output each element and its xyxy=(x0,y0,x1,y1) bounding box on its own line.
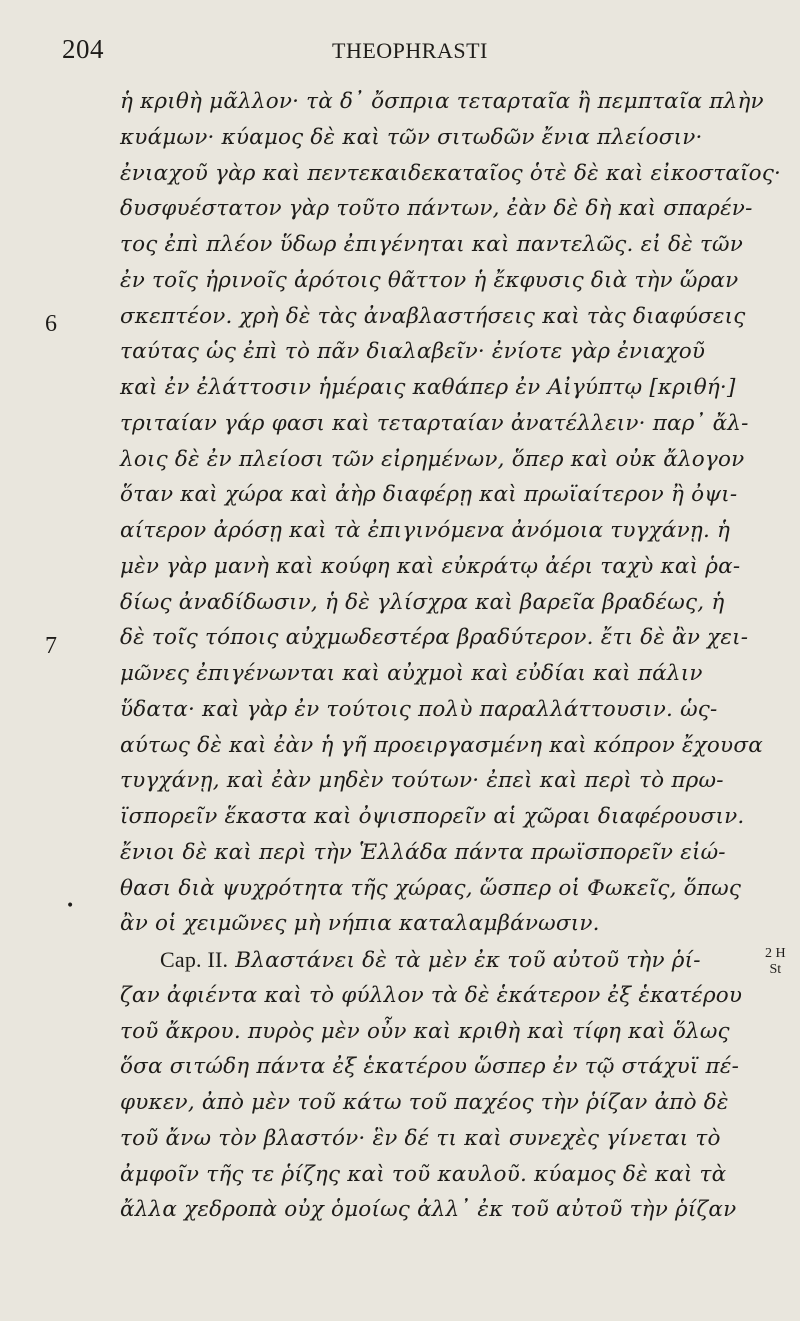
text-line-29: φυκεν, ἀπὸ μὲν τοῦ κάτω τοῦ παχέος τὴν ῥίζαν ἀπὸ δὲ xyxy=(120,1090,729,1115)
text-line-19: αύτως δὲ καὶ ἐὰν ἡ γῆ προειργασμένη καὶ κόπρον ἔχουσα xyxy=(120,732,763,758)
text-line-9: καὶ ἐν ἐλάττοσιν ἡμέραις καθάπερ ἐν Αἰγύπτῳ [κριθή·] xyxy=(120,375,736,400)
text-line-20: τυγχάνῃ, καὶ ἐὰν μηδὲν τούτων· ἐπεὶ καὶ περὶ τὸ πρω- xyxy=(120,768,724,794)
text-line-32: ἄλλα χεδροπὰ οὐχ ὁμοίως ἀλλ᾽ ἐκ τοῦ αὐτοῦ τὴν ῥίζαν xyxy=(120,1197,737,1223)
text-line-6: ἐν τοῖς ἠρινοῖς ἀρότοις θᾶττον ἡ ἔκφυσις διὰ τὴν ὥραν xyxy=(120,267,739,293)
section-number-6: 6 xyxy=(45,311,57,337)
text-line-5: τος ἐπὶ πλέον ὕδωρ ἐπιγένηται καὶ παντελῶς. εἰ δὲ τῶν xyxy=(120,232,744,257)
text-line-4: δυσφυέστατον γὰρ τοῦτο πάντων, ἐὰν δὲ δὴ καὶ σπαρέν- xyxy=(120,196,753,222)
text-line-25: Βλαστάνει δὲ τὰ μὲν ἐκ τοῦ αὐτοῦ τὴν ῥί- xyxy=(235,948,701,973)
text-line-28: ὅσα σιτώδη πάντα ἐξ ἑκατέρου ὥσπερ ἐν τῷ στάχυϊ πέ- xyxy=(120,1054,740,1080)
text-line-21: ϊσπορεῖν ἕκαστα καὶ ὀψισπορεῖν αἱ χῶραι διαφέρουσιν. xyxy=(120,804,745,829)
text-line-8: ταύτας ὡς ἐπὶ τὸ πᾶν διαλαβεῖν· ἐνίοτε γὰρ ἐνιαχοῦ xyxy=(120,339,706,365)
text-line-31: ἀμφοῖν τῆς τε ῥίζης καὶ τοῦ καυλοῦ. κύαμος δὲ καὶ τὰ xyxy=(120,1161,727,1187)
chapter-start-line xyxy=(120,942,760,978)
text-line-27: τοῦ ἄκρου. πυρὸς μὲν οὖν καὶ κριθὴ καὶ τίφη καὶ ὅλως xyxy=(120,1018,730,1044)
side-note-line-1: 2 H xyxy=(765,946,786,961)
text-line-12: ὅταν καὶ χώρα καὶ ἀὴρ διαφέρῃ καὶ πρωϊαίτερον ἢ ὀψι- xyxy=(120,482,738,508)
text-line-22: ἔνιοι δὲ καὶ περὶ τὴν Ἑλλάδα πάντα πρωϊσπορεῖν εἰώ- xyxy=(120,839,726,865)
page-header xyxy=(62,34,752,74)
running-title: THEOPHRASTI xyxy=(332,38,488,63)
text-line-17: μῶνες ἐπιγένωνται καὶ αὐχμοὶ καὶ εὐδίαι καὶ πάλιν xyxy=(120,661,703,686)
text-line-24: ἂν οἱ χειμῶνες μὴ νήπια καταλαμβάνωσιν. xyxy=(120,911,600,937)
margin-bullet: • xyxy=(66,898,75,914)
text-line-2: κυάμων· κύαμος δὲ καὶ τῶν σιτωδῶν ἔνια πλείοσιν· xyxy=(120,124,703,150)
side-note-line-2: St xyxy=(769,962,782,977)
side-note xyxy=(765,946,786,978)
section-number-7: 7 xyxy=(45,633,57,659)
text-line-30: τοῦ ἄνω τὸν βλαστόν· ἓν δέ τι καὶ συνεχὲς γίνεται τὸ xyxy=(120,1125,721,1151)
text-line-11: λοις δὲ ἐν πλείοσι τῶν εἰρημένων, ὅπερ καὶ οὐκ ἄλογον xyxy=(120,446,745,472)
text-line-7: σκεπτέον. χρὴ δὲ τὰς ἀναβλαστήσεις καὶ τὰς διαφύσεις xyxy=(120,303,746,329)
text-line-26: ζαν ἀφιέντα καὶ τὸ φύλλον τὰ δὲ ἑκάτερον ἐξ ἑκατέρου xyxy=(120,982,743,1008)
text-line-1: ἡ κριθὴ μᾶλλον· τὰ δ᾽ ὄσπρια τεταρταῖα ἢ πεμπταῖα πλὴν xyxy=(120,89,764,114)
text-line-14: μὲν γὰρ μανὴ καὶ κούφη καὶ εὐκράτῳ ἀέρι ταχὺ καὶ ῥα- xyxy=(120,553,741,579)
text-line-10: τριταίαν γάρ φασι καὶ τεταρταίαν ἀνατέλλειν· παρ᾽ ἄλ- xyxy=(120,410,749,436)
text-line-3: ἐνιαχοῦ γὰρ καὶ πεντεκαιδεκαταῖος ὁτὲ δὲ καὶ εἰκοσταῖος· xyxy=(120,160,782,186)
text-line-16: δὲ τοῖς τόποις αὐχμωδεστέρα βραδύτερον. ἔτι δὲ ἂν χει- xyxy=(120,625,749,651)
text-line-13: αίτερον ἀρόσῃ καὶ τὰ ἐπιγινόμενα ἀνόμοια τυγχάνῃ. ἡ xyxy=(120,518,731,543)
text-line-23: θασι διὰ ψυχρότητα τῆς χώρας, ὥσπερ οἱ Φωκεῖς, ὅπως xyxy=(120,875,742,901)
text-line-15: δίως ἀναδίδωσιν, ἡ δὲ γλίσχρα καὶ βαρεῖα βραδέως, ἡ xyxy=(120,589,725,615)
text-line-18: ὕδατα· καὶ γὰρ ἐν τούτοις πολὺ παραλλάττουσιν. ὡς- xyxy=(120,696,718,722)
chapter-label: Cap. II. xyxy=(160,947,229,972)
page-number: 204 xyxy=(62,34,104,64)
